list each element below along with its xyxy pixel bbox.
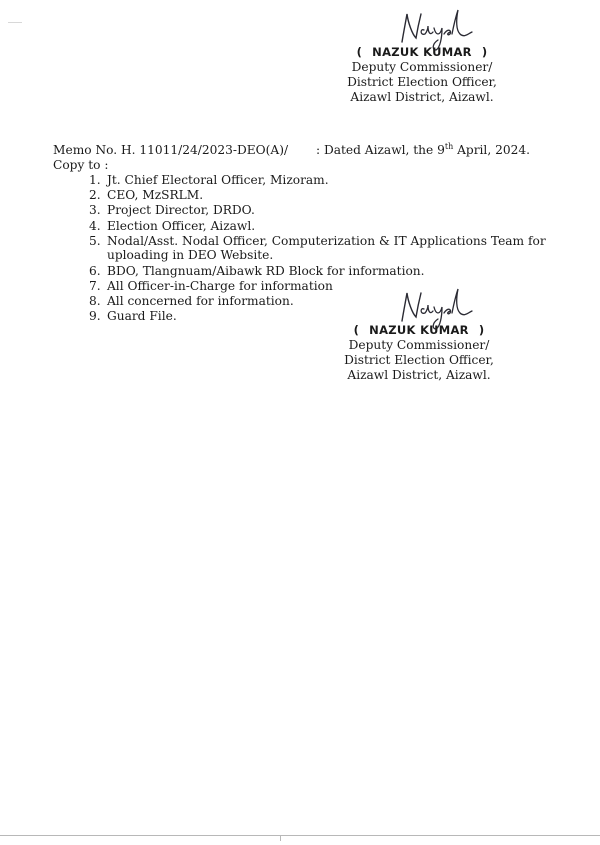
signatory-title-line1: Deputy Commissioner/: [351, 60, 493, 74]
signatory-title-line1: Deputy Commissioner/: [348, 338, 490, 352]
list-item: 3. Project Director, DRDO.: [89, 203, 255, 218]
list-item: 7. All Officer-in-Charge for information: [89, 278, 333, 293]
signatory-name: ( NAZUK KUMAR ): [353, 323, 485, 337]
page-bottom-edge: [0, 835, 600, 836]
list-item: 5. Nodal/Asst. Nodal Officer, Computerization & IT Applications Team for uploading in DEO Website.: [89, 233, 546, 263]
list-item: 4. Election Officer, Aizawl.: [89, 218, 256, 233]
memo-line: [53, 141, 530, 157]
list-item: 8. All concerned for information.: [89, 293, 294, 308]
signatory-title-line2: District Election Officer,: [347, 75, 497, 89]
signature-block-bottom: [334, 323, 504, 383]
page-fold-mark: [280, 835, 281, 841]
list-item: 6. BDO, Tlangnuam/Aibawk RD Block for information.: [89, 263, 425, 278]
signatory-title-line2: District Election Officer,: [344, 353, 494, 367]
signatory-title-line3: Aizawl District, Aizawl.: [347, 368, 491, 382]
list-item: 9. Guard File.: [89, 309, 177, 324]
list-item: 2. CEO, MzSRLM.: [89, 188, 204, 203]
signature-block-top: [337, 45, 507, 105]
memo-date: : Dated Aizawl, the 9th April, 2024.: [316, 141, 530, 157]
signatory-name: ( NAZUK KUMAR ): [356, 45, 488, 59]
copy-to-list: [89, 173, 549, 324]
scan-speck: [8, 22, 22, 23]
memo-number: Memo No. H. 11011/24/2023-DEO(A)/: [53, 143, 289, 157]
list-item: 1. Jt. Chief Electoral Officer, Mizoram.: [89, 173, 329, 187]
signatory-title-line3: Aizawl District, Aizawl.: [350, 90, 494, 104]
copy-to-label: Copy to :: [53, 158, 109, 172]
